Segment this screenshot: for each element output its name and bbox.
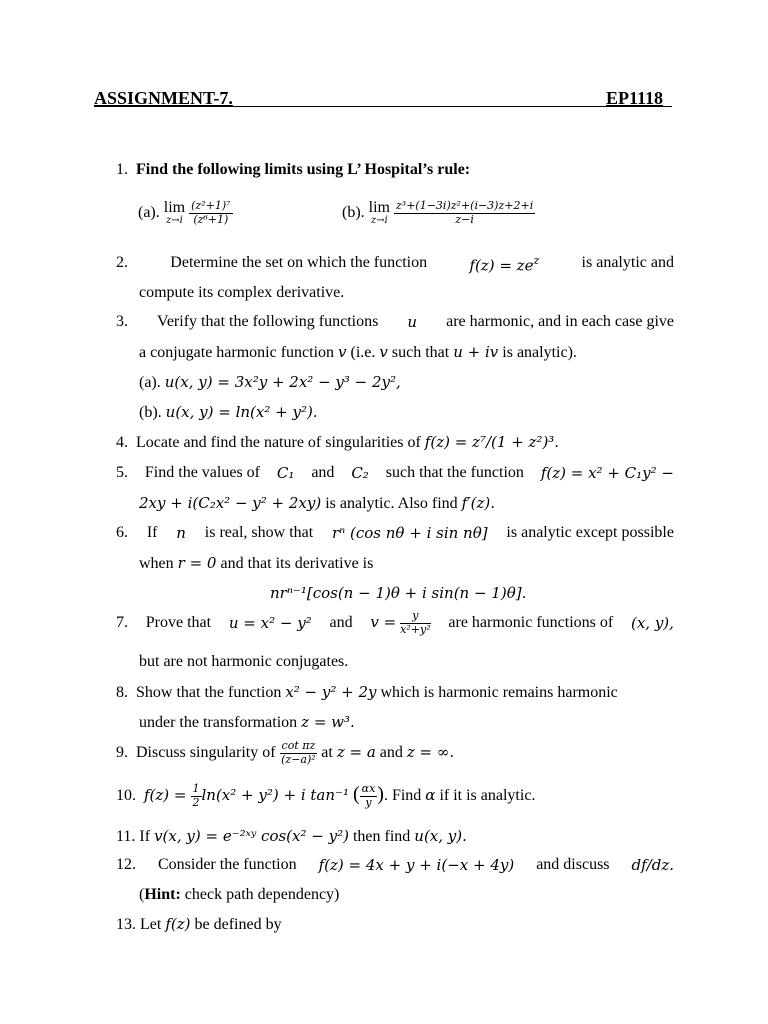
q7-v-lhs: v = xyxy=(370,612,397,631)
q5-text-b: such that the function xyxy=(385,464,524,481)
q11-text-a: If xyxy=(139,828,151,845)
q3b-label: (b). xyxy=(139,404,162,421)
question-12-hint xyxy=(139,886,339,904)
q1b-lim-word: lim xyxy=(368,199,390,217)
q3b-expression: u(x, y) = ln(x² + y²). xyxy=(165,403,318,421)
q7-text-b: are harmonic functions of xyxy=(448,614,614,632)
q7-number: 7. xyxy=(116,614,128,632)
q5-math-3: f′(z). xyxy=(461,494,496,512)
q10-half-numerator: 1 xyxy=(192,782,200,796)
q6-text-e: and that its derivative is xyxy=(220,555,374,572)
q3-l2-v2: v xyxy=(379,343,388,361)
q1a-lim-sub: z→i xyxy=(166,215,183,227)
q1-part-a xyxy=(138,200,233,226)
q10-text-a: . Find xyxy=(383,787,422,804)
q8-math-1: x² − y² + 2y xyxy=(285,683,377,701)
question-9 xyxy=(116,740,454,766)
header-rule xyxy=(94,106,672,107)
question-8-line-2 xyxy=(139,713,355,732)
question-7-line-2: but are not harmonic conjugates. xyxy=(139,653,349,670)
q9-text-a: Discuss singularity of xyxy=(136,743,276,761)
q10-half-denominator: 2 xyxy=(192,795,200,809)
q8-math-2: z = w³. xyxy=(301,713,355,731)
q9-number: 9. xyxy=(116,743,128,761)
q1a-limit xyxy=(164,200,185,226)
q7-and: and xyxy=(329,614,353,632)
question-13 xyxy=(116,915,282,934)
q1b-denominator: z−i xyxy=(455,212,474,226)
assignment-title: ASSIGNMENT-7. xyxy=(94,88,233,108)
q3a-label: (a). xyxy=(139,374,161,391)
q7-v-numerator: y xyxy=(400,610,430,624)
q3-l2-expr: u + iv xyxy=(453,343,499,361)
q13-math-1: f(z) xyxy=(165,915,191,933)
q12-hint-text: check path dependency) xyxy=(184,886,340,903)
q1b-label: (b). xyxy=(342,203,365,221)
q7-v-denominator: x²+y² xyxy=(400,622,431,636)
q10-math-rhs: ln(x² + y²) + i tan⁻¹ xyxy=(201,786,349,804)
question-6-line-2 xyxy=(139,554,373,573)
q2-text-a: Determine the set on which the function xyxy=(170,254,428,271)
q12-text-a: Consider the function xyxy=(157,856,297,873)
q13-text-a: Let xyxy=(140,916,162,933)
q3-number: 3. xyxy=(116,313,128,330)
q10-text-b: if it is analytic. xyxy=(439,787,536,804)
question-5-line-1 xyxy=(116,464,674,482)
q8-text-b: which is harmonic remains harmonic xyxy=(380,684,618,701)
q2-text-b: is analytic and xyxy=(581,254,674,271)
q5-text-a: Find the values of xyxy=(144,464,260,481)
q12-math-2: df/dz. xyxy=(631,856,674,874)
q10-paren-close: ) xyxy=(377,783,384,805)
q9-text-b: at xyxy=(321,743,333,761)
q3-l2-text-d: is analytic). xyxy=(502,344,577,361)
q6-text-c: is analytic except possible xyxy=(506,524,674,541)
q1a-lim-word: lim xyxy=(163,199,186,217)
q10-alpha: α xyxy=(425,786,436,804)
q1-part-b xyxy=(342,200,535,226)
q11-math-1: v(x, y) = e⁻²ˣʸ cos(x² − y²) xyxy=(154,827,349,845)
q5-math-1: f(z) = x² + C₁y² − xyxy=(540,464,674,482)
q3-text-a: Verify that the following functions xyxy=(157,313,379,330)
q3-text-b: are harmonic, and in each case give xyxy=(446,313,674,330)
q12-text-b: and discuss xyxy=(536,856,610,873)
question-11 xyxy=(116,827,467,846)
q10-half xyxy=(191,783,202,809)
q3-math-u: u xyxy=(407,313,418,331)
q6-math-2: r = 0 xyxy=(177,554,217,572)
q1a-label: (a). xyxy=(138,203,160,221)
q11-number: 11. xyxy=(116,828,136,845)
question-12-line-1 xyxy=(116,856,674,874)
q9-denominator: (z−a)² xyxy=(281,752,316,766)
q2-math xyxy=(469,254,539,275)
q4-expression: f(z) = z⁷/(1 + z²)³. xyxy=(424,433,560,451)
q12-number: 12. xyxy=(116,856,136,873)
q5-text-c: is analytic. Also find xyxy=(325,495,458,512)
q7-u-expr: u = x² − y² xyxy=(228,614,312,633)
q3-l2-v1: v xyxy=(338,343,347,361)
q3-l2-text-a: a conjugate harmonic function xyxy=(139,344,335,361)
q5-number: 5. xyxy=(116,464,128,481)
q1a-fraction xyxy=(189,200,232,226)
q3a-expression: u(x, y) = 3x²y + 2x² − y³ − 2y², xyxy=(164,373,401,391)
q3-part-b xyxy=(139,403,318,422)
q6-text-d: when xyxy=(139,555,174,572)
q4-number: 4. xyxy=(116,434,128,451)
q7-v-expr xyxy=(370,610,430,636)
q10-number: 10. xyxy=(116,787,136,804)
q1a-numerator: (z²+1)⁷ xyxy=(191,199,231,212)
q6-text-b: is real, show that xyxy=(204,524,314,541)
q9-math-1: z = a xyxy=(336,742,376,761)
q1-text: Find the following limits using L’ Hospital’s rule: xyxy=(136,161,471,178)
q11-text-b: then find xyxy=(352,828,411,845)
q3-l2-text-b: (i.e. xyxy=(350,344,376,361)
q9-math-2: z = ∞. xyxy=(406,742,455,761)
question-7-line-1 xyxy=(116,610,674,636)
q10-arg-numerator: αx xyxy=(361,782,376,796)
q1b-lim-sub: z→i xyxy=(370,215,388,227)
question-10 xyxy=(116,783,535,809)
q2-math-base: f(z) = ze xyxy=(469,256,534,275)
question-6-line-1 xyxy=(116,524,674,542)
question-3-line-1 xyxy=(116,313,674,331)
q12-hint-paren: ( xyxy=(139,886,145,903)
course-code: EP1118 xyxy=(606,88,664,108)
q10-arg-fraction xyxy=(360,783,378,809)
q13-text-b: be defined by xyxy=(194,916,282,933)
question-2-line-1 xyxy=(116,254,674,275)
q6-math-1: rⁿ (cos nθ + i sin nθ] xyxy=(332,524,488,542)
q6-derivative: nrⁿ⁻¹[cos(n − 1)θ + i sin(n − 1)θ]. xyxy=(270,584,527,602)
question-5-line-2 xyxy=(139,494,495,513)
q9-fraction xyxy=(280,740,318,766)
q5-c1: C₁ xyxy=(276,464,295,482)
q6-text-a: If xyxy=(146,524,158,541)
question-1 xyxy=(116,161,470,179)
q6-number: 6. xyxy=(116,524,128,541)
q9-text-c: and xyxy=(379,743,403,761)
q2-math-sup: z xyxy=(533,254,540,267)
question-3-line-2 xyxy=(139,343,577,362)
q4-text: Locate and find the nature of singularities of xyxy=(136,434,421,451)
q1b-numerator: z³+(1−3i)z²+(i−3)z+2+i xyxy=(396,199,534,212)
q1a-denominator: (z⁶+1) xyxy=(193,212,229,226)
q8-text-a: Show that the function xyxy=(136,684,282,701)
q7-text-a: Prove that xyxy=(145,614,212,632)
q8-number: 8. xyxy=(116,684,128,701)
q3-l2-text-c: such that xyxy=(391,344,450,361)
q5-and: and xyxy=(311,464,335,481)
q3-part-a xyxy=(139,373,401,392)
q1-number: 1. xyxy=(116,161,128,178)
q7-v-fraction xyxy=(400,610,430,636)
q6-n: n xyxy=(176,524,186,542)
q8-text-c: under the transformation xyxy=(139,714,298,731)
q10-paren-open: ( xyxy=(352,783,360,805)
q11-math-2: u(x, y). xyxy=(414,827,467,845)
question-4 xyxy=(116,433,559,452)
q10-arg-denominator: y xyxy=(365,795,372,809)
q5-c2: C₂ xyxy=(351,464,369,482)
q12-math-1: f(z) = 4x + y + i(−x + 4y) xyxy=(318,856,515,874)
q2-number: 2. xyxy=(116,254,128,271)
q7-xy: (x, y), xyxy=(630,614,674,633)
q10-math-lhs: f(z) = xyxy=(144,786,187,804)
q5-math-2: 2xy + i(C₂x² − y² + 2xy) xyxy=(139,494,322,512)
question-8-line-1 xyxy=(116,683,618,702)
q1b-fraction xyxy=(394,200,535,226)
q9-numerator: cot πz xyxy=(281,739,316,752)
q1b-limit xyxy=(369,200,390,226)
q13-number: 13. xyxy=(116,916,136,933)
q12-hint-label: Hint: xyxy=(144,886,181,903)
question-2-line-2: compute its complex derivative. xyxy=(139,284,345,301)
